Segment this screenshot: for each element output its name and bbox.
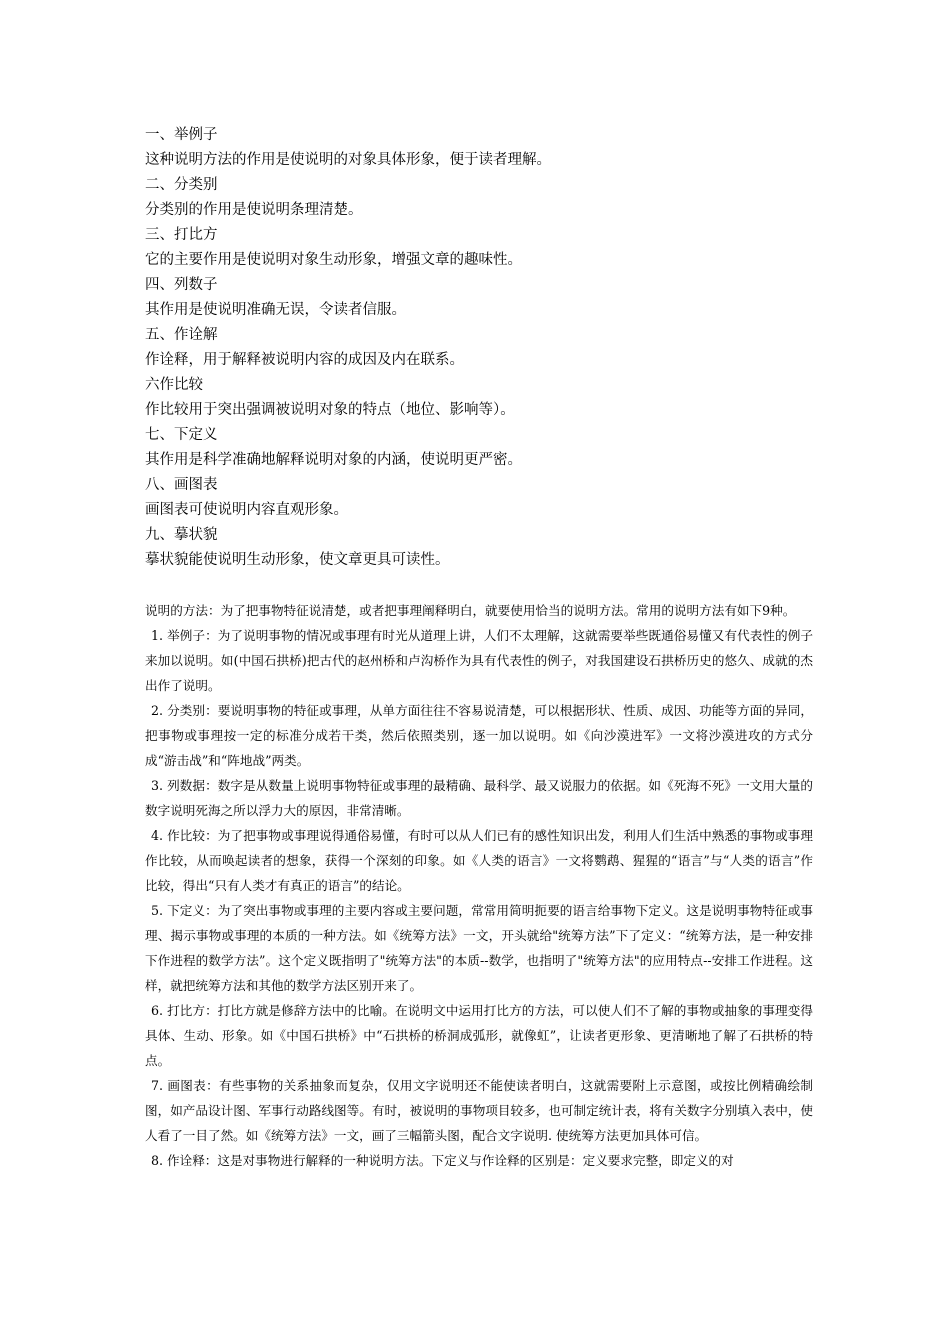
summary-text: 它的主要作用是使说明对象生动形象，增强文章的趣味性。 — [145, 252, 522, 268]
method-paragraph-2: 2. 分类别：要说明事物的特征或事理，从单方面往往不容易说清楚，可以根据形状、性质、成因、功能等方面的异同，把事物或事理按一定的标准分成若干类，然后依照类别，逐一加以说明。如《向沙漠进军》一文将沙漠进攻的方式分成“游击战”和“阵地战”两类。 — [145, 703, 813, 768]
method-paragraph-4: 4. 作比较：为了把事物或事理说得通俗易懂，有时可以从人们已有的感性知识出发，利用人们生活中熟悉的事物或事理作比较，从而唤起读者的想象，获得一个深刻的印象。如《人类的语言》一文将鹦鹉、猩猩的“语言”与“人类的语言”作比较，得出“只有人类才有真正的语言”的结论。 — [145, 828, 813, 893]
summary-text: 作诠释，用于解释被说明内容的成因及内在联系。 — [145, 352, 464, 368]
summary-heading: 八、画图表 — [145, 477, 218, 493]
summary-list — [145, 123, 825, 573]
method-paragraph-5: 5. 下定义：为了突出事物或事理的主要内容或主要问题，常常用简明扼要的语言给事物下定义。这是说明事物特征或事理、揭示事物或事理的本质的一种方法。如《统筹方法》一文，开头就给"统筹方法”下了定义：“统筹方法，是一种安排下作进程的数学方法”。这个定义既指明了"统筹方法"的本质--数学，也指明了"统筹方法"的应用特点--安排工作进程。这样，就把统筹方法和其他的数学方法区别开来了。 — [145, 903, 813, 993]
summary-text: 分类别的作用是使说明条理清楚。 — [145, 202, 363, 218]
summary-heading: 七、下定义 — [145, 427, 218, 443]
summary-heading: 一、举例子 — [145, 127, 218, 143]
summary-heading: 三、打比方 — [145, 227, 218, 243]
summary-text: 作比较用于突出强调被说明对象的特点（地位、影响等）。 — [145, 402, 515, 418]
summary-text: 其作用是科学准确地解释说明对象的内涵，使说明更严密。 — [145, 452, 522, 468]
summary-text: 其作用是使说明准确无误，令读者信服。 — [145, 302, 406, 318]
summary-heading: 四、列数子 — [145, 277, 218, 293]
summary-text: 这种说明方法的作用是使说明的对象具体形象，便于读者理解。 — [145, 152, 551, 168]
summary-heading: 二、分类别 — [145, 177, 218, 193]
summary-heading: 九、摹状貌 — [145, 527, 218, 543]
summary-text: 画图表可使说明内容直观形象。 — [145, 502, 348, 518]
summary-heading: 五、作诠解 — [145, 327, 218, 343]
method-paragraph-8: 8. 作诠释：这是对事物进行解释的一种说明方法。下定义与作诠释的区别是：定义要求完整，即定义的对 — [151, 1153, 734, 1168]
method-paragraph-7: 7. 画图表：有些事物的关系抽象而复杂，仅用文字说明还不能使读者明白，这就需要附上示意图，或按比例精确绘制图，如产品设计图、军事行动路线图等。有时，被说明的事物项目较多，也可制定统计表，将有关数字分别填入表中，使人看了一目了然。如《统筹方法》一文，画了三幅箭头图，配合文字说明. 使统筹方法更加具体可信。 — [145, 1078, 813, 1143]
intro-paragraph: 说明的方法：为了把事物特征说清楚，或者把事理阐释明白，就要使用恰当的说明方法。常用的说明方法有如下9种。 — [145, 603, 796, 618]
summary-text: 摹状貌能使说明生动形象，使文章更具可读性。 — [145, 552, 450, 568]
method-paragraph-6: 6. 打比方：打比方就是修辞方法中的比喻。在说明文中运用打比方的方法，可以使人们不了解的事物或抽象的事理变得具体、生动、形象。如《中国石拱桥》中“石拱桥的桥洞成弧形，就像虹”，让读者更形象、更清晰地了解了石拱桥的特点。 — [145, 1003, 813, 1068]
method-paragraph-1: 1. 举例子：为了说明事物的情况或事理有时光从道理上讲，人们不太理解，这就需要举些既通俗易懂又有代表性的例子来加以说明。如(中国石拱桥)把古代的赵州桥和卢沟桥作为具有代表性的例子，对我国建设石拱桥历史的悠久、成就的杰出作了说明。 — [145, 628, 813, 693]
detail-section — [145, 598, 813, 1173]
summary-heading: 六作比较 — [145, 377, 203, 393]
method-paragraph-3: 3. 列数据：数字是从数量上说明事物特征或事理的最精确、最科学、最又说服力的依据。如《死海不死》一文用大量的数字说明死海之所以浮力大的原因，非常清晰。 — [145, 778, 813, 818]
